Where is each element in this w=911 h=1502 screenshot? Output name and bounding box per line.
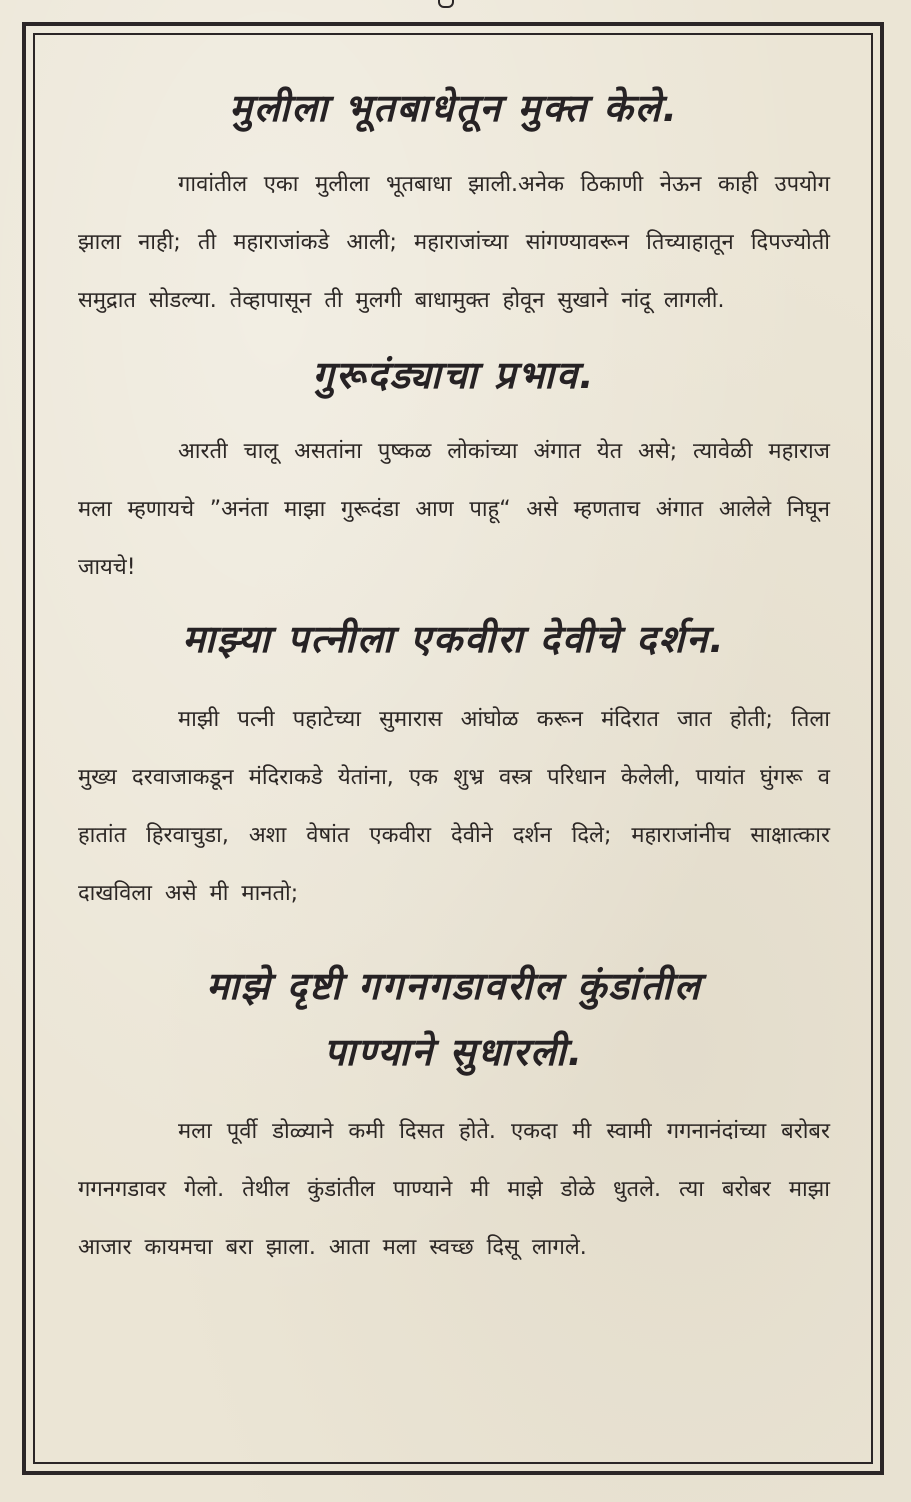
section-heading-eyesight-line1: माझे दृष्टी गगनगडावरील कुंडांतील	[206, 964, 702, 1008]
section-paragraph-gurudanda: आरती चालू असतांना पुष्कळ लोकांच्या अंगात येत असे; त्यावेळी महाराज मला म्हणायचे ”अनंता माझा गुरूदंडा आण पाहू“ असे म्हणताच अंगात आलेले निघून जायचे!	[78, 439, 830, 580]
section-heading-ekvira-darshan: माझ्या पत्नीला एकवीरा देवीचे दर्शन.	[182, 617, 726, 661]
section-paragraph-eyesight: मला पूर्वी डोळ्याने कमी दिसत होते. एकदा मी स्वामी गगनानंदांच्या बरोबर गगनगडावर गेलो. तेथील कुंडांतील पाण्याने मी माझे डोळे धुतले. त्या बरोबर माझा आजार कायमचा बरा झाला. आता मला स्वच्छ दिसू लागले.	[78, 1119, 830, 1260]
page-content	[78, 75, 830, 1277]
section-paragraph-ghost-relief: गावांतील एका मुलीला भूतबाधा झाली.अनेक ठिकाणी नेऊन काही उपयोग झाला नाही; ती महाराजांकडे आली; महाराजांच्या सांगण्यावरून तिच्याहातून दिपज्योती समुद्रात सोडल्या. तेव्हापासून ती मुलगी बाधामुक्त होवून सुखाने नांदू लागली.	[78, 172, 830, 313]
page-top-mark	[438, 0, 454, 8]
section-heading-eyesight	[78, 953, 830, 1085]
section-paragraph-ekvira-darshan: माझी पत्नी पहाटेच्या सुमारास आंघोळ करून मंदिरात जात होती; तिला मुख्य दरवाजाकडून मंदिराकडे येतांना, एक शुभ्र वस्त्र परिधान केलेली, पायांत घुंगरू व हातांत हिरवाचुडा, अशा वेषांत एकवीरा देवीने दर्शन दिले; महाराजांनीच साक्षात्कार दाखविला असे मी मानतो;	[78, 707, 830, 906]
section-heading-ghost-relief: मुलीला भूतबाधेतून मुक्त केले.	[229, 86, 679, 130]
section-heading-gurudanda: गुरूदंड्याचा प्रभाव.	[312, 353, 596, 397]
section-heading-eyesight-line2: पाण्याने सुधारली.	[323, 1030, 585, 1074]
